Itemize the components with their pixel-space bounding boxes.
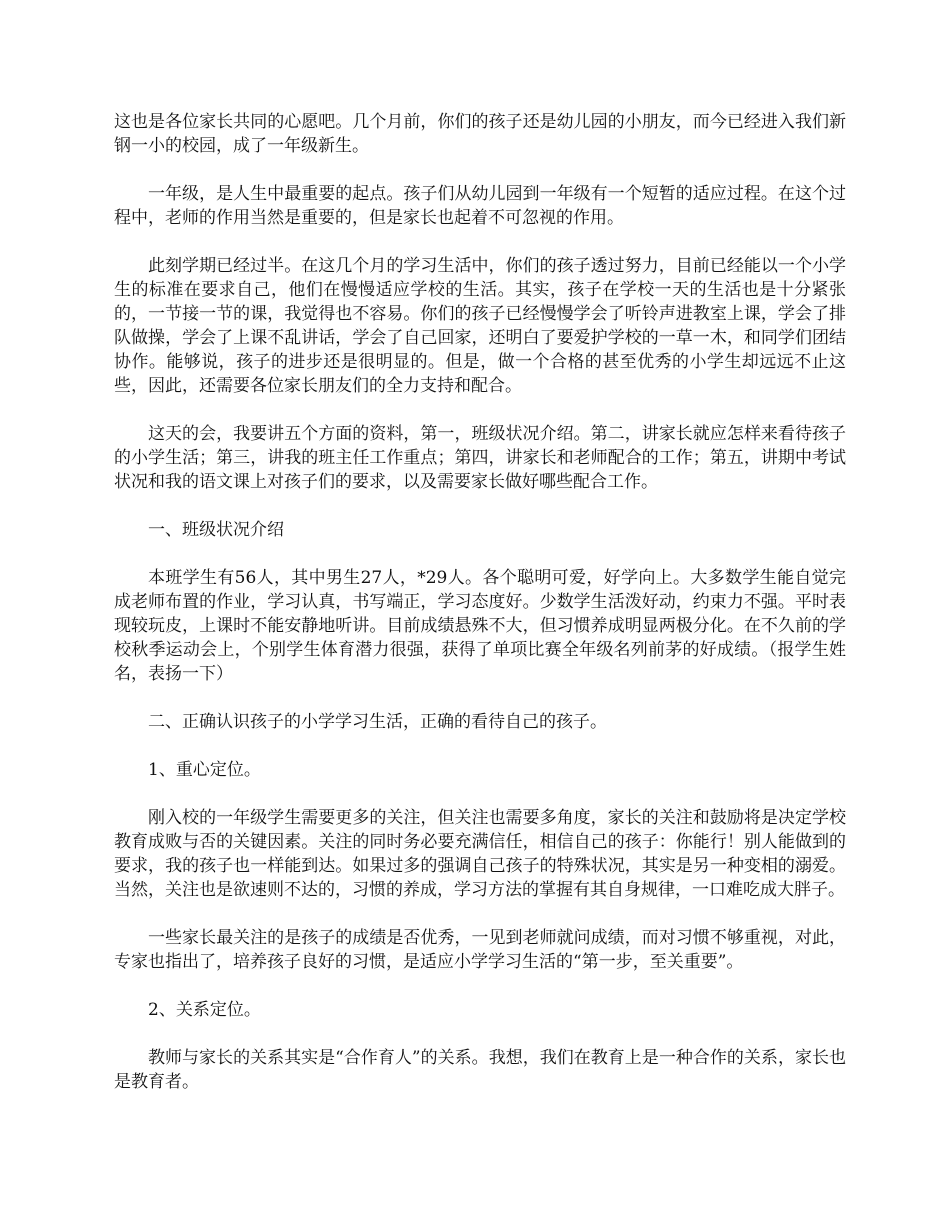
section-heading-understanding: 二、正确认识孩子的小学学习生活，正确的看待自己的孩子。 <box>148 712 607 732</box>
paragraph-intro: 这也是各位家长共同的心愿吧。几个月前，你们的孩子还是幼儿园的小朋友，而今已经进入我们新钢一小的校园，成了一年级新生。 <box>114 112 846 156</box>
subheading-relationship: 2、关系定位。 <box>148 1000 261 1020</box>
paragraph-first-grade: 一年级，是人生中最重要的起点。孩子们从幼儿园到一年级有一个短暂的适应过程。在这个过程中，老师的作用当然是重要的，但是家长也起着不可忽视的作用。 <box>114 184 846 228</box>
paragraph-semester: 此刻学期已经过半。在这几个月的学习生活中，你们的孩子透过努力，目前已经能以一个小学生的标准在要求自己，他们在慢慢适应学校的生活。其实，孩子在学校一天的生活也是十分紧张的，一节接一节的课，我觉得也不容易。你们的孩子已经慢慢学会了听铃声进教室上课，学会了排队做操，学会了上课不乱讲话，学会了自己回家，还明白了要爱护学校的一草一木，和同学们团结协作。能够说，孩子的进步还是很明显的。但是，做一个合格的甚至优秀的小学生却远远不止这些，因此，还需要各位家长朋友们的全力支持和配合。 <box>114 256 846 396</box>
paragraph-agenda: 这天的会，我要讲五个方面的资料，第一，班级状况介绍。第二，讲家长就应怎样来看待孩子的小学生活；第三，讲我的班主任工作重点；第四，讲家长和老师配合的工作；第五，讲期中考试状况和我的语文课上对孩子们的要求，以及需要家长做好哪些配合工作。 <box>114 424 846 492</box>
paragraph-relationship: 教师与家长的关系其实是“合作育人”的关系。我想，我们在教育上是一种合作的关系，家长也是教育者。 <box>114 1048 846 1092</box>
document-body <box>114 110 846 1118</box>
paragraph-class-overview: 本班学生有56人，其中男生27人，*29人。各个聪明可爱，好学向上。大多数学生能自觉完成老师布置的作业，学习认真，书写端正，学习态度好。少数学生活泼好动，约束力不强。平时表现较玩皮，上课时不能安静地听讲。目前成绩悬殊不大，但习惯养成明显两极分化。在不久前的学校秋季运动会上，个别学生体育潜力很强，获得了单项比赛全年级名列前茅的好成绩。（报学生姓名，表扬一下） <box>114 568 846 684</box>
paragraph-focus: 刚入校的一年级学生需要更多的关注，但关注也需要多角度，家长的关注和鼓励将是决定学校教育成败与否的关键因素。关注的同时务必要充满信任，相信自己的孩子：你能行！别人能做到的要求，我的孩子也一样能到达。如果过多的强调自己孩子的特殊状况，其实是另一种变相的溺爱。当然，关注也是欲速则不达的，习惯的养成，学习方法的掌握有其自身规律，一口难吃成大胖子。 <box>114 808 846 900</box>
subheading-focus: 1、重心定位。 <box>148 760 261 780</box>
section-heading-class-overview: 一、班级状况介绍 <box>148 520 284 540</box>
paragraph-habits: 一些家长最关注的是孩子的成绩是否优秀，一见到老师就问成绩，而对习惯不够重视，对此，专家也指出了，培养孩子良好的习惯，是适应小学学习生活的“第一步，至关重要”。 <box>114 928 846 972</box>
